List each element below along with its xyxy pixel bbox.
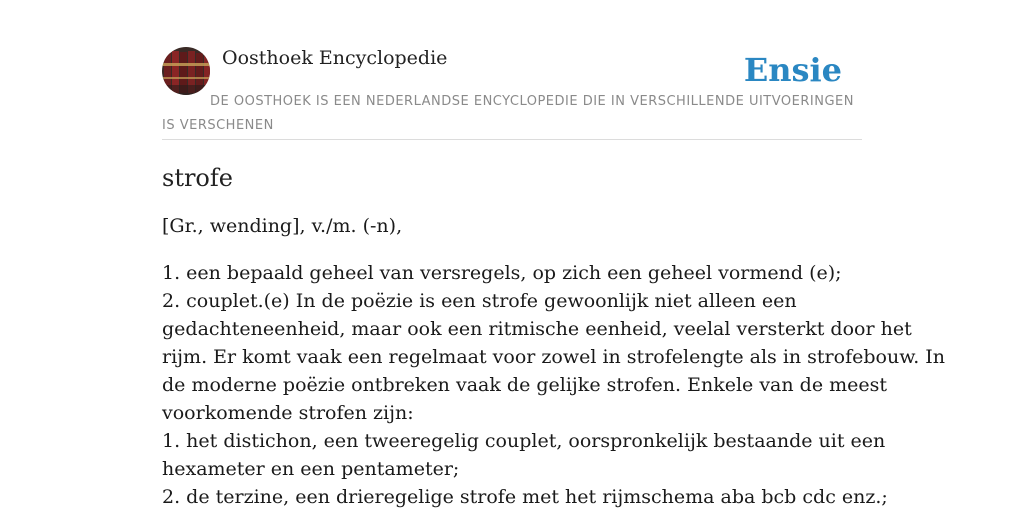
article <box>162 160 946 511</box>
avatar[interactable] <box>162 47 210 95</box>
text-line: gedachteneenheid, maar ook een ritmische eenheid, veelal versterkt door het <box>162 318 912 340</box>
etymology: [Gr., wending], v./m. (-n), <box>162 215 403 237</box>
page-title: strofe <box>162 164 233 192</box>
text-line: 1. het distichon, een tweeregelig couplet, oorspronkelijk bestaande uit een <box>162 430 886 452</box>
text-line: 2. de terzine, een drieregelige strofe met het rijmschema aba bcb cdc enz.; <box>162 486 888 508</box>
text-line: de moderne poëzie ontbreken vaak de gelijke strofen. Enkele van de meest <box>162 374 887 396</box>
brand-logo[interactable]: Ensie <box>743 51 842 89</box>
text-line: hexameter en een pentameter; <box>162 458 460 480</box>
text-line: voorkomende strofen zijn: <box>162 402 414 424</box>
text-line: 1. een bepaald geheel van versregels, op zich een geheel vormend (e); <box>162 262 842 284</box>
site-title[interactable]: Oosthoek Encyclopedie <box>222 47 448 69</box>
site-tagline: DE OOSTHOEK IS EEN NEDERLANDSE ENCYCLOPEDIE DIE IN VERSCHILLENDE UITVOERINGEN IS VERSCHENEN <box>162 94 854 133</box>
encyclopedia-books-icon <box>162 47 210 95</box>
site-header <box>162 46 862 140</box>
text-line: rijm. Er komt vaak een regelmaat voor zowel in strofelengte als in strofebouw. In <box>162 346 946 368</box>
article-body <box>162 259 946 511</box>
text-line: 2. couplet.(e) In de poëzie is een strofe gewoonlijk niet alleen een <box>162 290 797 312</box>
